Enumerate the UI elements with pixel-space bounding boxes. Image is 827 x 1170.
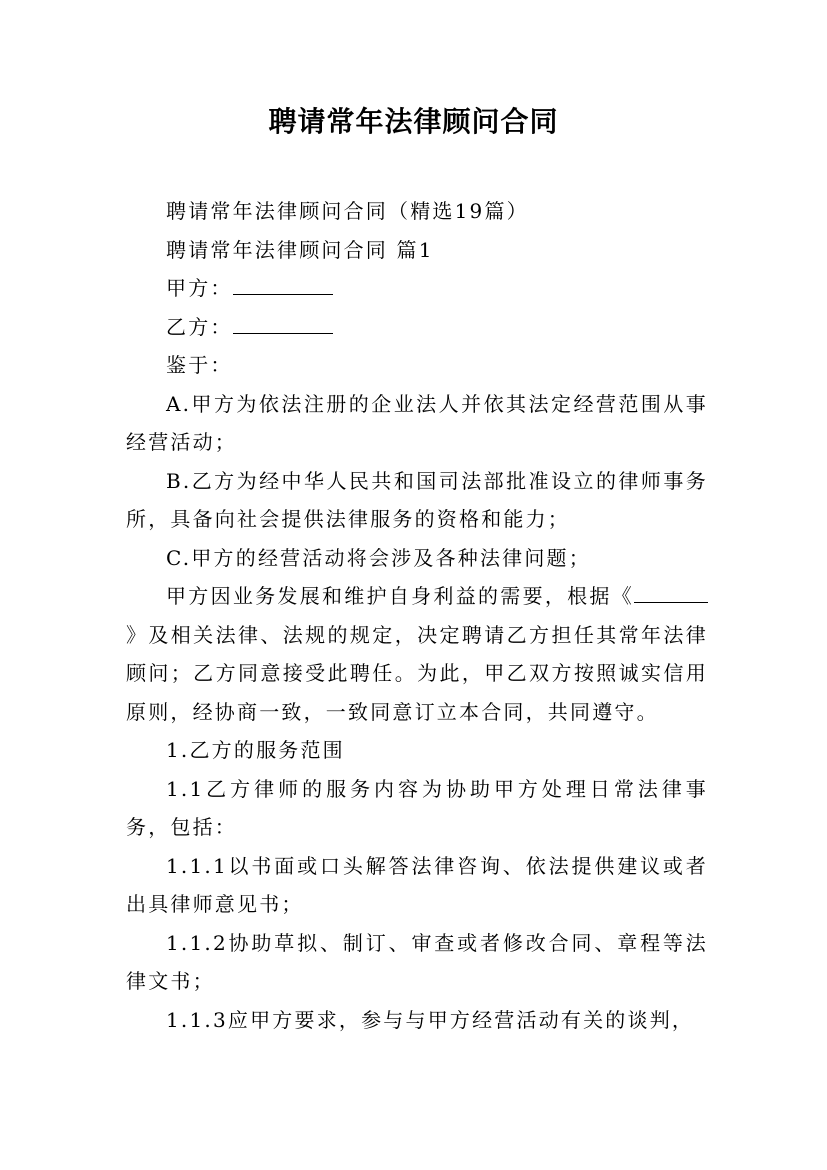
paragraph-whereas: 鉴于： [166, 353, 233, 377]
paragraph-clause-1: 1.乙方的服务范围 [166, 738, 345, 762]
paragraph-clause-1-1-1: 1.1.1以书面或口头解答法律咨询、依法提供建议或者出具律师意见书； [126, 853, 708, 916]
paragraph-recital-c: C.甲方的经营活动将会涉及各种法律问题； [166, 545, 591, 570]
law-name-blank-line [634, 580, 708, 603]
document-title: 聘请常年法律顾问合同 [268, 105, 559, 138]
paragraph-clause-1-1: 1.1乙方律师的服务内容为协助甲方处理日常法律事务，包括： [126, 776, 708, 839]
paragraph-subtitle: 聘请常年法律顾问合同（精选19篇） [166, 199, 529, 223]
paragraph-clause-1-1-2: 1.1.2协助草拟、制订、审查或者修改合同、章程等法律文书； [126, 930, 708, 993]
paragraph-clause-1-1-3: 1.1.3应甲方要求，参与与甲方经营活动有关的谈判， [166, 1007, 695, 1032]
paragraph-recital-b: B.乙方为经中华人民共和国司法部批准设立的律师事务所，具备向社会提供法律服务的资格和能力； [126, 468, 708, 531]
document-body [126, 192, 708, 1039]
paragraph-purpose: 甲方因业务发展和维护自身利益的需要，根据《》及相关法律、法规的规定，决定聘请乙方担任其常年法律顾问；乙方同意接受此聘任。为此，甲乙双方按照诚实信用原则，经协商一致，一致同意订立本合同，共同遵守。 [126, 577, 708, 731]
paragraph-recital-a: A.甲方为依法注册的企业法人并依其法定经营范围从事经营活动； [126, 391, 708, 454]
paragraph-party-a: 甲方： [126, 269, 708, 308]
paragraph-party-b: 乙方： [126, 308, 708, 347]
party-a-blank-line [233, 272, 333, 295]
paragraph-section-heading: 聘请常年法律顾问合同 篇1 [166, 237, 434, 262]
party-b-blank-line [233, 311, 333, 334]
